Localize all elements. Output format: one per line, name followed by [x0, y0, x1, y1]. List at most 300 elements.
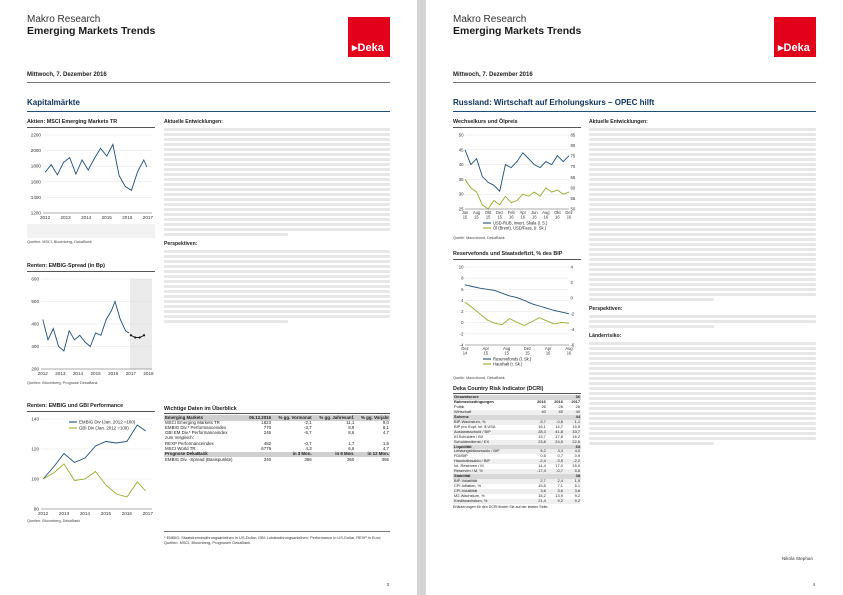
text-line-placeholder	[589, 347, 816, 350]
table-cell: 26	[575, 403, 580, 409]
x-tick-label: Apr	[482, 346, 489, 351]
x-tick-label: 2013	[60, 215, 71, 220]
text-line-placeholder	[589, 193, 816, 196]
chart-plot	[27, 275, 155, 379]
logo-text: ▸Deka	[778, 42, 810, 54]
text-line-placeholder	[589, 392, 816, 395]
y-tick-label-right: 80	[570, 143, 576, 149]
text-line-placeholder	[589, 298, 714, 301]
forecast-point	[130, 334, 132, 336]
paragraph-lead: Aktuelle Entwicklungen:	[589, 119, 648, 125]
table-cell: 13,9	[555, 493, 563, 499]
y-tick-label-left: 50	[458, 132, 464, 138]
text-line-placeholder	[589, 417, 816, 420]
text-line-placeholder	[589, 427, 816, 430]
table-cell: 770	[263, 425, 272, 431]
text-line-placeholder	[589, 362, 816, 365]
y-tick-label: 600	[31, 276, 39, 282]
body-text	[589, 119, 816, 556]
text-line-placeholder	[164, 260, 390, 263]
table-cell: EMBIG Div.* Performanceindex	[165, 425, 227, 431]
author-name: Nikola Stephan	[781, 556, 813, 561]
x-tick-label: 2014	[81, 215, 92, 220]
text-line-placeholder	[589, 377, 816, 380]
table-cell: 28,3	[529, 430, 546, 435]
logo-text: ▸Deka	[352, 42, 384, 54]
table-cell: Schuldendienst / EX	[453, 440, 529, 445]
table-cell: 24,5	[547, 440, 564, 445]
text-line-placeholder	[164, 290, 390, 293]
table-cell: 1823	[261, 419, 272, 425]
table-cell: 6779	[261, 445, 272, 451]
text-line-placeholder	[164, 188, 390, 191]
text-line-placeholder	[589, 432, 816, 435]
table-cell: -2,2	[564, 459, 581, 464]
chart-source: Quelle: Macrobond, DekaBank	[453, 236, 505, 240]
table-cell: Haushaltssaldo / BIP	[453, 459, 529, 464]
text-line-placeholder	[164, 178, 390, 181]
x-tick-label: Feb	[507, 210, 515, 215]
y-tick-label-left: 25	[458, 206, 464, 212]
text-line-placeholder	[589, 288, 816, 291]
text-line-placeholder	[589, 412, 816, 415]
table-cell: 17,8	[555, 433, 563, 439]
publisher-name: Makro Research	[453, 14, 527, 25]
table-cell: -0,7	[547, 469, 564, 474]
table-cell: 1,9	[382, 440, 389, 446]
x-tick-label: Aug	[565, 346, 573, 351]
y-tick-label-left: 30	[458, 191, 464, 197]
table-cell: BIP-Volatilität	[453, 479, 529, 484]
table-cell: 2017	[571, 398, 580, 404]
text-line-placeholder	[589, 357, 816, 360]
text-line-placeholder	[164, 280, 390, 283]
x-tick-label: 15	[462, 214, 468, 220]
table-cell: Rahmenbedingungen	[454, 398, 494, 404]
series-line	[465, 302, 569, 325]
x-tick-label: 2016	[121, 511, 132, 516]
text-line-placeholder	[589, 273, 816, 276]
y-tick-label: 300	[31, 344, 39, 349]
header-rule	[453, 82, 816, 83]
table-cell: 1,1	[564, 420, 581, 425]
x-tick-label: Apr	[519, 210, 526, 215]
y-tick-label-left: -4	[459, 342, 464, 348]
table-cell: 16,1	[538, 423, 546, 429]
chart-plot	[453, 131, 581, 235]
table-cell: EMBIG Div. -Spread (Basispunkte)	[165, 456, 233, 462]
risk-grid	[453, 395, 581, 504]
x-tick-label: 2015	[101, 215, 112, 220]
table-cell: 14,7	[555, 423, 563, 429]
table-cell: Int. Reserven / M	[454, 463, 484, 469]
chart-title: Reservefonds und Staatsdefizit, % des BIP	[453, 251, 581, 260]
text-line-placeholder	[164, 198, 390, 201]
text-line-placeholder	[589, 153, 816, 156]
text-line-placeholder	[589, 133, 816, 136]
report-date: Mittwoch, 7. Dezember 2016	[453, 72, 533, 78]
text-line-placeholder	[164, 163, 390, 166]
table-cell: BIP pro Kopf, inl. $ USA	[454, 423, 496, 429]
column-header: Emerging Markets	[164, 415, 244, 421]
text-line-placeholder	[589, 325, 714, 328]
text-line-placeholder	[164, 183, 390, 186]
text-line-placeholder	[164, 193, 390, 196]
table-cell: 2016	[554, 398, 563, 404]
chart-title: Renten: EMBIG und GBI Performance	[27, 403, 155, 412]
series-line	[465, 150, 569, 191]
table-cell: BIP-Wachstum, %	[453, 420, 529, 425]
section-rule	[27, 111, 390, 112]
text-line-placeholder	[589, 367, 816, 370]
text-line-placeholder	[589, 372, 816, 375]
legend-label: EMBIG Div (Jan. 2012 =100)	[79, 419, 136, 425]
text-line-placeholder	[589, 243, 816, 246]
x-tick-label: 2016	[122, 215, 133, 220]
table-cell: 3,6	[547, 489, 564, 494]
y-tick-label-right: 0	[570, 295, 573, 301]
page-number: 4	[812, 582, 815, 587]
x-tick-label: 15	[474, 214, 479, 220]
table-cell: Liquidität	[453, 445, 529, 450]
x-tick-label: 16	[520, 214, 526, 220]
x-tick-label: Aug	[542, 210, 550, 215]
text-line-placeholder	[589, 138, 816, 141]
table-cell: 9,2	[547, 499, 564, 504]
y-tick-label-left: -2	[459, 331, 464, 337]
text-line-placeholder	[589, 168, 816, 171]
report-page-right	[426, 0, 843, 595]
table-cell: 15,5	[572, 423, 580, 429]
text-line-placeholder	[589, 128, 816, 131]
x-tick-label: 15	[485, 214, 491, 220]
text-line-placeholder	[589, 397, 816, 400]
y-tick-label-right: 70	[570, 164, 576, 170]
report-page-left	[0, 0, 417, 595]
text-line-placeholder	[589, 208, 816, 211]
text-line-placeholder	[589, 352, 816, 355]
table-cell: 21,4	[529, 499, 546, 504]
report-date: Mittwoch, 7. Dezember 2016	[27, 72, 107, 78]
table-cell: -3,5	[547, 459, 564, 464]
table-cell: 5,6	[564, 469, 581, 474]
publisher-name: Makro Research	[27, 14, 101, 25]
table-cell: 11,1	[346, 419, 355, 425]
key-data-table	[164, 406, 390, 528]
table-cell: 0,7	[557, 453, 563, 459]
table-cell: Kf.Schulden / BX	[454, 433, 484, 439]
x-tick-label: Okt	[484, 210, 492, 215]
x-tick-label: 2013	[58, 511, 70, 516]
table-cell: FDI/BIP	[454, 453, 468, 459]
chart-reserve-deficit	[453, 251, 581, 381]
legend-label: Reservefonds (l. Sk.)	[493, 356, 532, 362]
x-tick-label: 15	[525, 350, 530, 356]
x-tick-label: 2017	[142, 215, 154, 220]
text-line-placeholder	[164, 255, 390, 258]
y-tick-label-left: 6	[461, 286, 464, 292]
x-tick-label: 2014	[79, 511, 91, 516]
deka-logo	[348, 17, 390, 57]
table-cell: 1,7	[348, 440, 355, 446]
paragraph-developments	[164, 119, 390, 236]
table-cell: 2016	[537, 398, 546, 404]
table-cell: 22,6	[564, 440, 581, 445]
table-cell: 1,9	[564, 479, 581, 484]
series-title: Emerging Markets Trends	[27, 24, 156, 37]
y-tick-label: 80	[33, 506, 39, 512]
y-tick-label: 140	[31, 416, 39, 422]
x-tick-label: 2013	[55, 371, 66, 376]
paragraph-lead: Perspektiven:	[164, 240, 198, 247]
table-cell: Solvenz	[453, 415, 529, 420]
table-title: Deka Country Risk Indicator (DCRI)	[453, 386, 581, 394]
table-cell: 8,1	[382, 425, 389, 431]
x-tick-label: Okt	[554, 210, 561, 215]
y-tick-label-left: 10	[458, 264, 464, 270]
chart-source: Quellen: Bloomberg, DekaBank	[27, 519, 81, 523]
text-line-placeholder	[589, 188, 816, 191]
table-cell: 23,8	[529, 440, 546, 445]
table-cell: REXP Performanceindex	[165, 440, 214, 446]
illegible-text-lines	[164, 250, 390, 323]
text-line-placeholder	[589, 143, 816, 146]
illegible-text-lines	[589, 315, 816, 328]
text-line-placeholder	[164, 295, 390, 298]
legend-label: Haushalt (r. Sk.)	[493, 361, 523, 367]
forecast-header-cell: in 6 Mon.	[313, 452, 356, 458]
table-cell: GBI EM Div.* Performanceindex	[165, 430, 228, 436]
column-header: % gg. Vormonat	[272, 415, 313, 421]
paragraph-developments	[589, 119, 816, 301]
text-line-placeholder	[589, 148, 816, 151]
y-tick-label-left: 4	[461, 297, 464, 303]
table-cell: 16,0	[572, 463, 580, 469]
y-tick-label-right: 75	[570, 153, 576, 159]
text-line-placeholder	[589, 233, 816, 236]
table-cell: CPI-Inflation, %	[454, 483, 482, 489]
x-tick-label: 2012	[37, 371, 48, 376]
x-tick-label: 15	[504, 350, 509, 356]
table-cell: Gesamtscore	[453, 395, 529, 400]
text-line-placeholder	[589, 442, 714, 445]
text-line-placeholder	[589, 228, 816, 231]
y-tick-label: 200	[31, 366, 39, 372]
table-cell: 15,5	[538, 483, 546, 489]
paragraph-outlook	[164, 241, 390, 323]
text-line-placeholder	[589, 253, 816, 256]
text-line-placeholder	[164, 148, 390, 151]
x-tick-label: 2017	[125, 371, 136, 376]
msci-em-line	[45, 144, 147, 190]
table-cell: -0,7	[304, 440, 312, 446]
table-cell: Auslandsschuld / BIP	[453, 430, 529, 435]
table-cell: M2-Wachstum, %	[454, 493, 485, 499]
text-line-placeholder	[589, 382, 816, 385]
chart-source: Quellen: Bloomberg, Prognose DekaBank	[27, 381, 98, 385]
forecast-row	[164, 457, 390, 462]
x-tick-label: Apr	[545, 346, 552, 351]
table-cell: Leistungsbilanzsaldo / BIP	[453, 449, 529, 454]
table-cell: 8,9	[348, 425, 355, 431]
paragraph-country-risk	[589, 333, 816, 445]
table-cell: 40	[529, 410, 546, 415]
y-tick-label: 1400	[30, 194, 41, 200]
text-line-placeholder	[164, 320, 288, 323]
table-cell: Politik	[454, 403, 465, 409]
text-line-placeholder	[589, 387, 816, 390]
table-cell: 2,4	[547, 479, 564, 484]
column-header: % gg. Vorjahr	[355, 415, 390, 421]
text-line-placeholder	[164, 265, 390, 268]
table-cell: 365	[381, 456, 389, 462]
text-line-placeholder	[589, 173, 816, 176]
y-tick-label-right: 50	[570, 206, 576, 212]
chart-plot	[453, 263, 581, 373]
text-line-placeholder	[164, 300, 390, 303]
text-line-placeholder	[589, 238, 816, 241]
text-line-placeholder	[589, 178, 816, 181]
footnote-rule	[164, 531, 390, 532]
text-line-placeholder	[164, 233, 288, 236]
forecast-header-cell: in 3 Mon.	[272, 452, 313, 458]
table-cell: 26	[558, 403, 563, 409]
table-cell: 63	[564, 445, 581, 450]
table-cell: 15,2	[538, 493, 546, 499]
text-line-placeholder	[164, 223, 390, 226]
table-cell: 6,6	[348, 445, 355, 451]
y-tick-label: 2000	[30, 148, 41, 154]
chart-title: Aktien: MSCI Emerging Markets TR	[27, 119, 155, 128]
deka-logo	[774, 17, 816, 57]
text-line-placeholder	[589, 407, 816, 410]
table-cell: 340	[263, 456, 272, 462]
x-tick-label: 16	[566, 350, 572, 356]
table-cell: 2,7	[529, 479, 546, 484]
table-cell: 9,2	[564, 499, 581, 504]
text-line-placeholder	[164, 285, 390, 288]
embig-spread-line	[43, 302, 129, 352]
paragraph-outlook	[589, 306, 816, 328]
x-tick-label: 16	[545, 350, 551, 356]
legend-label: GBI Div (Jan. 2012 =100)	[79, 425, 129, 431]
y-tick-label: 100	[31, 476, 39, 482]
paragraph-lead: Perspektiven:	[589, 305, 623, 312]
text-line-placeholder	[164, 228, 390, 231]
table-cell: zum Vergleich:	[165, 435, 194, 441]
column-header: 06.12.2016	[244, 415, 272, 421]
y-tick-label: 2200	[30, 132, 41, 138]
text-line-placeholder	[589, 198, 816, 201]
table-cell: 5,2	[529, 449, 546, 454]
x-tick-label: 2015	[100, 511, 112, 516]
performance-line	[43, 425, 146, 479]
text-line-placeholder	[164, 310, 390, 313]
text-line-placeholder	[589, 203, 816, 206]
text-line-placeholder	[589, 437, 816, 440]
x-tick-label: Dez	[523, 346, 532, 351]
table-cell: 4,3	[305, 445, 312, 451]
y-tick-label: 1800	[30, 163, 41, 169]
text-line-placeholder	[589, 278, 816, 281]
chart-plot	[27, 415, 155, 519]
table-cell: 4,0	[564, 449, 581, 454]
y-tick-label-right: -2	[570, 311, 575, 317]
table-cell: 3,3	[547, 449, 564, 454]
table-cell: 16,2	[572, 433, 580, 439]
table-cell: 482	[263, 440, 272, 446]
page-header	[453, 15, 581, 37]
forecast-header-cell: Prognose DekaBank	[164, 452, 244, 458]
table-cell: -2,4	[529, 459, 546, 464]
text-line-placeholder	[164, 143, 390, 146]
table-cell: 7,1	[557, 483, 563, 489]
text-line-placeholder	[164, 218, 390, 221]
table-cell: 14,4	[538, 463, 546, 469]
table-row	[453, 499, 581, 504]
text-line-placeholder	[589, 422, 816, 425]
performance-line	[43, 464, 146, 497]
chart-fx-oil	[453, 119, 581, 240]
x-tick-label: 2017	[142, 511, 153, 516]
x-tick-label: Dez	[461, 346, 469, 351]
x-tick-label: 16	[532, 214, 537, 220]
x-tick-label: 15	[483, 350, 489, 356]
text-line-placeholder	[589, 342, 816, 345]
text-line-placeholder	[164, 128, 390, 131]
table-cell: 5,1	[574, 483, 580, 489]
table-cell: -17,4	[529, 469, 546, 474]
y-tick-label-right: 60	[570, 185, 576, 191]
y-tick-label-right: 65	[570, 174, 576, 180]
chart-msci-em	[27, 119, 155, 247]
text-line-placeholder	[589, 315, 816, 318]
chart-plot	[27, 131, 155, 223]
forecast-point	[139, 336, 141, 338]
column-header: % gg. Jahresanf.	[313, 415, 356, 421]
chart-source: Quellen: MSCI, Bloomberg, DekaBank	[27, 240, 92, 244]
text-line-placeholder	[589, 163, 816, 166]
table-cell: 9,0	[382, 419, 389, 425]
y-tick-label: 1200	[30, 210, 41, 216]
text-line-placeholder	[164, 133, 390, 136]
table-cell: Reserven / M, %	[453, 469, 529, 474]
y-tick-label-left: 40	[458, 162, 464, 168]
y-tick-label: 1600	[30, 179, 41, 185]
text-line-placeholder	[589, 223, 816, 226]
table-cell: 17,0	[555, 463, 563, 469]
text-line-placeholder	[589, 293, 816, 296]
chart-title: Wechselkurs und Ölpreis	[453, 119, 581, 128]
text-line-placeholder	[589, 213, 816, 216]
table-cell: -0,6	[547, 420, 564, 425]
text-line-placeholder	[589, 268, 816, 271]
section-title: Russland: Wirtschaft auf Erholungskurs – OPEC hilft	[453, 98, 655, 107]
section-rule	[453, 111, 816, 112]
x-tick-label: 2014	[72, 371, 84, 376]
text-line-placeholder	[589, 283, 816, 286]
text-line-placeholder	[589, 320, 816, 323]
table-cell: 44	[564, 415, 581, 420]
table-cell: -2,1	[304, 419, 312, 425]
text-line-placeholder	[164, 305, 390, 308]
x-tick-label: Jun	[531, 210, 538, 215]
dcri-note: Erläuterungen für den DCRI finden Sie auf der letzten Seite.	[453, 504, 549, 509]
y-tick-label: 400	[31, 321, 39, 327]
table-cell: 0,5	[540, 453, 546, 459]
table-cell: 33,7	[564, 430, 581, 435]
data-table	[164, 415, 390, 463]
